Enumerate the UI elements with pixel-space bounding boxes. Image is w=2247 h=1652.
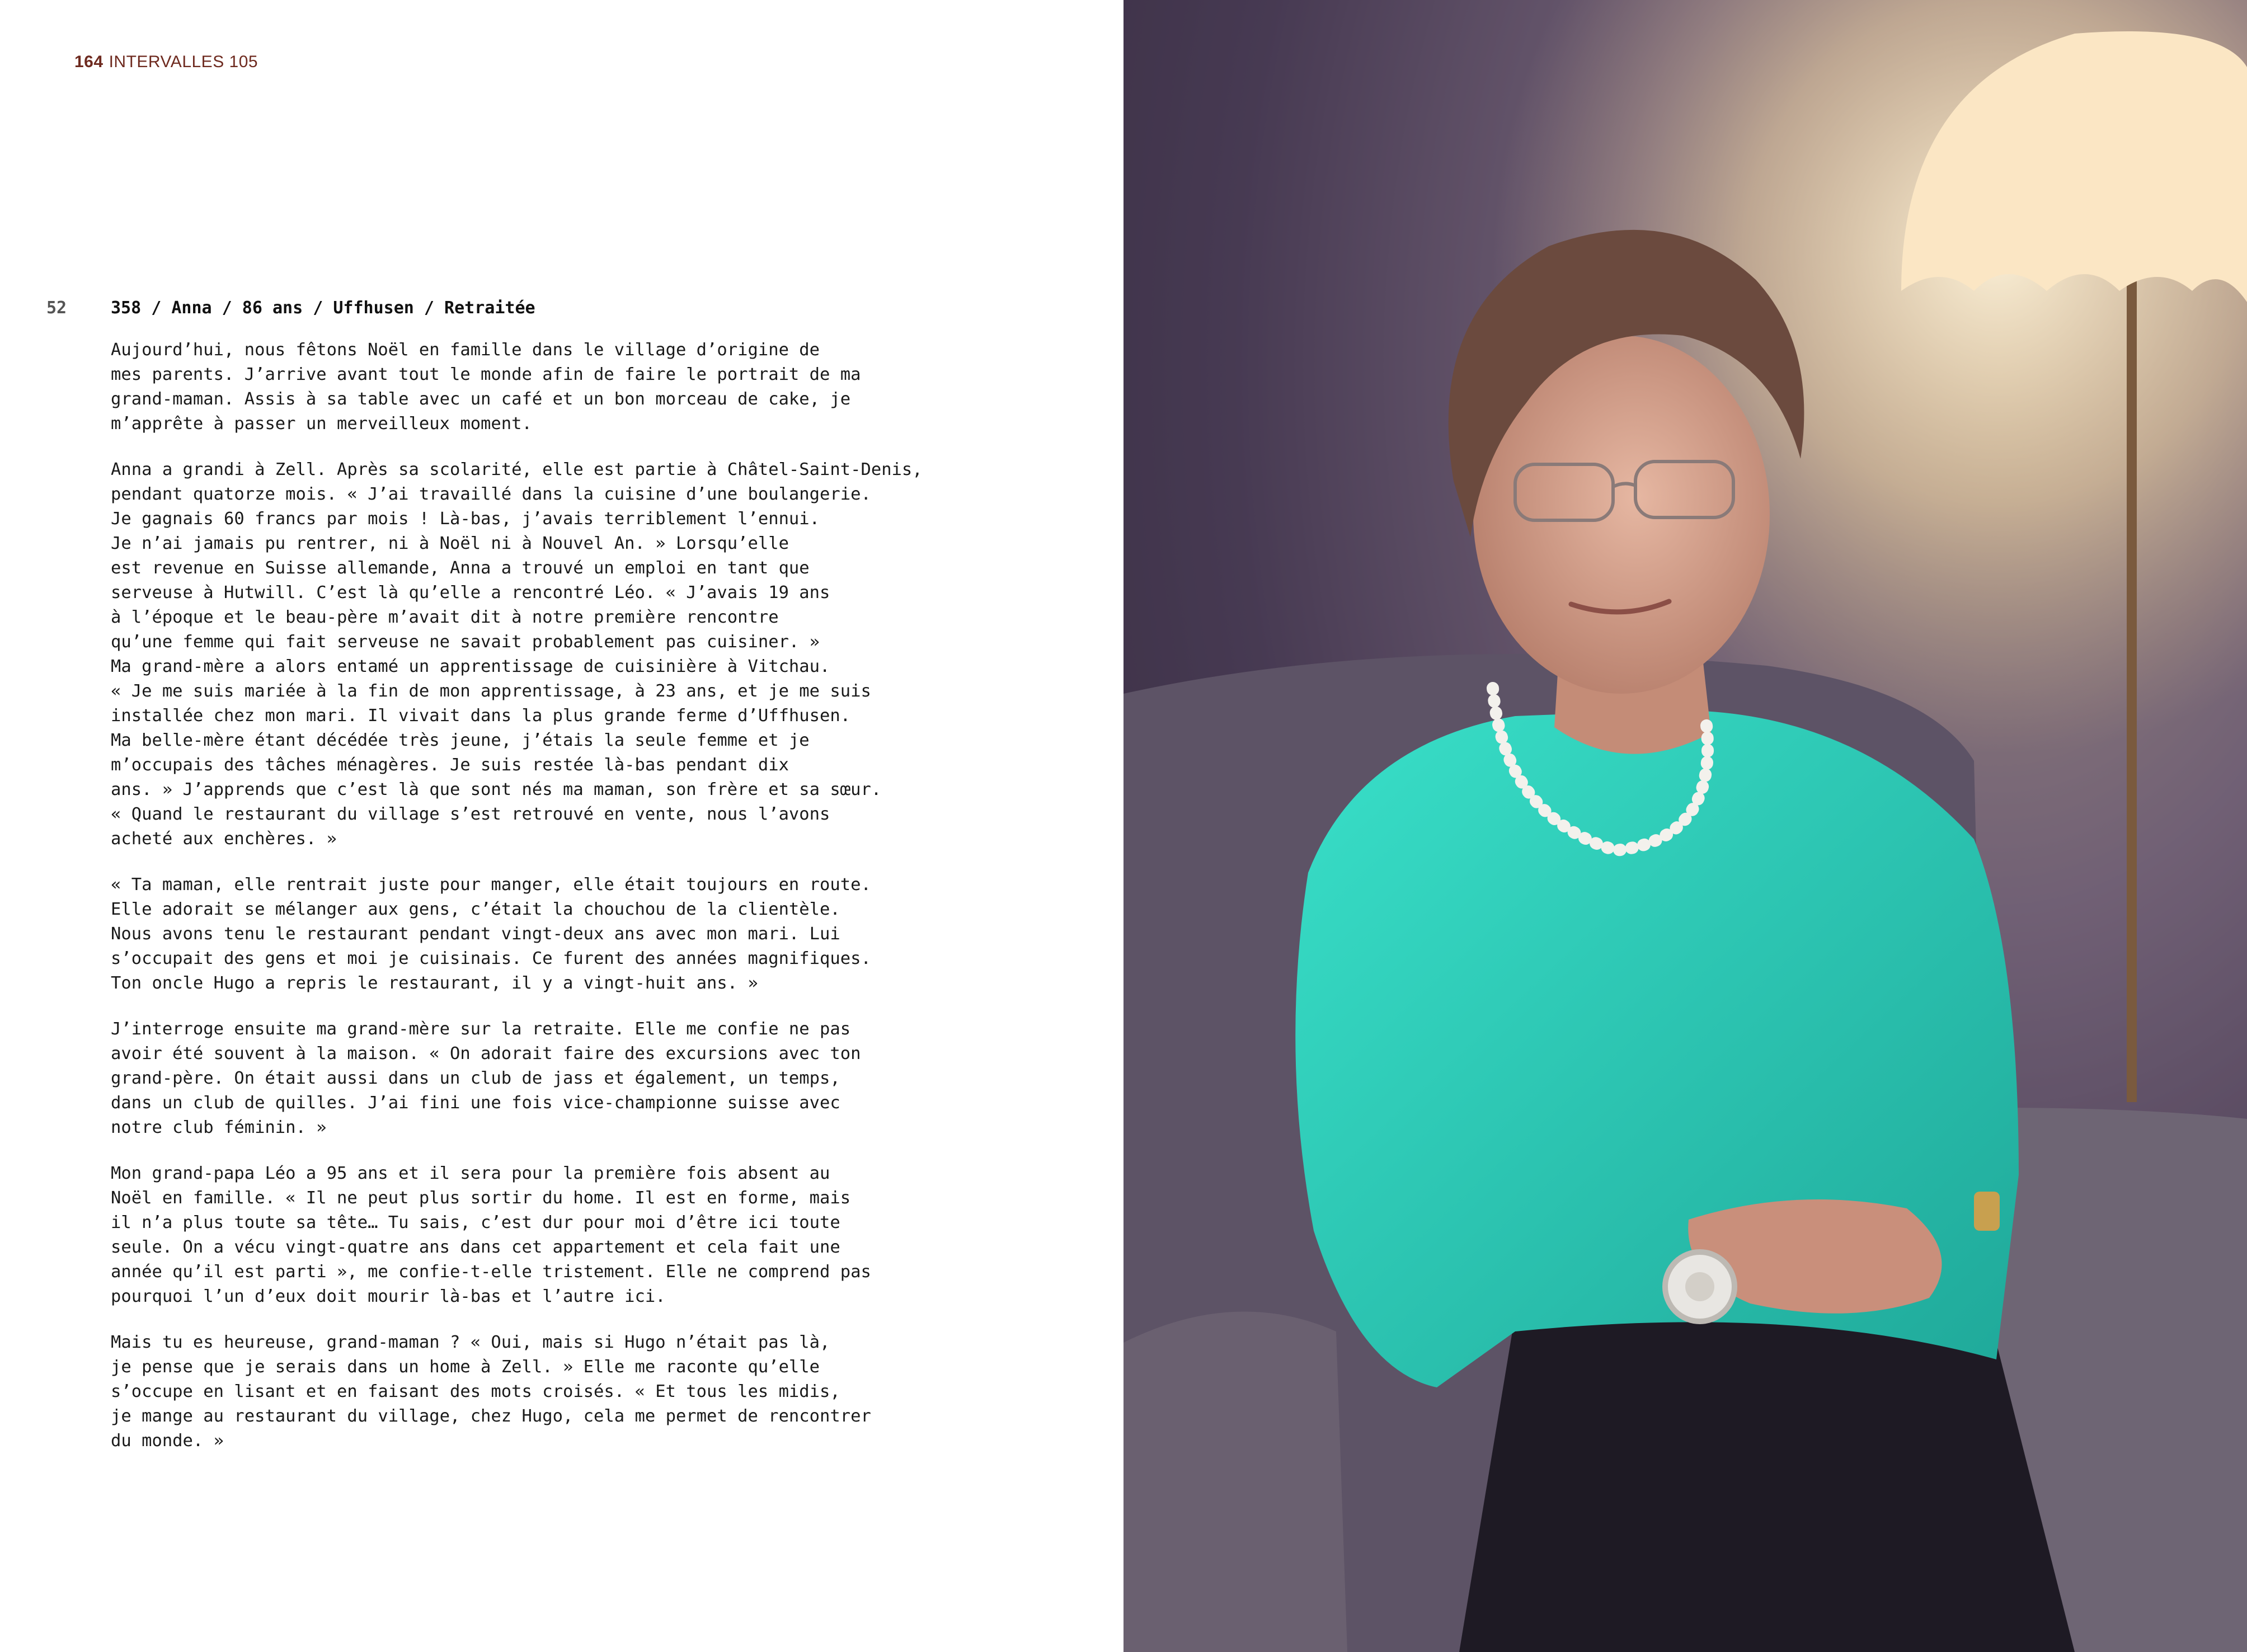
text-line: Je n’ai jamais pu rentrer, ni à Noël ni à Nouvel An. » Lorsqu’elle [111,534,789,553]
wristwatch [1974,1192,2000,1231]
text-line: Aujourd’hui, nous fêtons Noël en famille dans le village d’origine de [111,340,820,360]
text-line: Ma grand-mère a alors entamé un apprentissage de cuisinière à Vitchau. [111,657,830,676]
article-body [111,338,923,1475]
text-line: avoir été souvent à la maison. « On adorait faire des excursions avec ton [111,1044,861,1063]
text-line: seule. On a vécu vingt-quatre ans dans cet appartement et cela fait une [111,1237,840,1257]
trousers [1459,1305,2075,1652]
text-line: il n’a plus toute sa tête… Tu sais, c’est dur pour moi d’être ici toute [111,1213,840,1232]
text-line: je mange au restaurant du village, chez Hugo, cela me permet de rencontrer [111,1406,871,1426]
entry-number: 52 [46,298,67,318]
portrait-illustration [1124,0,2247,1652]
text-line: est revenue en Suisse allemande, Anna a trouvé un emploi en tant que [111,558,810,578]
text-line: acheté aux enchères. » [111,829,337,849]
text-line: s’occupe en lisant et en faisant des mots croisés. « Et tous les midis, [111,1382,840,1401]
text-line: « Je me suis mariée à la fin de mon apprentissage, à 23 ans, et je me suis [111,681,871,701]
text-line: je pense que je serais dans un home à Zell. » Elle me raconte qu’elle [111,1357,820,1377]
text-line: Nous avons tenu le restaurant pendant vingt-deux ans avec mon mari. Lui [111,924,840,944]
page-number: 164 [74,53,104,71]
text-line: pourquoi l’un d’eux doit mourir là-bas et l’autre ici. [111,1287,666,1306]
text-line: grand-maman. Assis à sa table avec un café et un bon morceau de cake, je [111,389,851,409]
paragraph [111,338,911,436]
running-head [74,53,258,72]
text-line: Elle adorait se mélanger aux gens, c’était la chouchou de la clientèle. [111,900,840,919]
text-line: s’occupait des gens et moi je cuisinais. Ce furent des années magnifiques. [111,949,871,968]
text-line: Mais tu es heureuse, grand-maman ? « Oui, mais si Hugo n’était pas là, [111,1333,830,1352]
text-line: m’apprête à passer un merveilleux moment. [111,414,532,434]
text-line: Je gagnais 60 francs par mois ! Là-bas, j’avais terriblement l’ennui. [111,509,820,529]
text-line: serveuse à Hutwill. C’est là qu’elle a rencontré Léo. « J’avais 19 ans [111,583,830,603]
text-line: mes parents. J’arrive avant tout le monde afin de faire le portrait de ma [111,365,861,384]
text-line: installée chez mon mari. Il vivait dans la plus grande ferme d’Uffhusen. [111,706,851,726]
text-line: année qu’il est parti », me confie-t-elle tristement. Elle ne comprend pas [111,1262,871,1282]
text-line: qu’une femme qui fait serveuse ne savait probablement pas cuisiner. » [111,632,820,652]
text-line: grand-père. On était aussi dans un club de jass et également, un temps, [111,1069,840,1088]
lamp-pole [2127,263,2137,1102]
text-line: à l’époque et le beau-père m’avait dit à notre première rencontre [111,608,779,627]
paragraph [111,1330,911,1453]
text-line: Ton oncle Hugo a repris le restaurant, il y a vingt-huit ans. » [111,973,758,993]
paragraph [111,458,923,851]
text-line: « Ta maman, elle rentrait juste pour manger, elle était toujours en route. [111,875,871,895]
text-line: dans un club de quilles. J’ai fini une fois vice-championne suisse avec [111,1093,840,1113]
text-line: ans. » J’apprends que c’est là que sont nés ma maman, son frère et sa sœur. [111,780,882,799]
text-line: Anna a grandi à Zell. Après sa scolarité, elle est partie à Châtel-Saint-Denis, [111,460,923,479]
text-line: Mon grand-papa Léo a 95 ans et il sera pour la première fois absent au [111,1164,830,1183]
alarm-pendant-button [1685,1272,1714,1301]
text-line: notre club féminin. » [111,1118,327,1137]
text-line: « Quand le restaurant du village s’est retrouvé en vente, nous l’avons [111,804,830,824]
sofa-left-arm [1124,1311,1347,1652]
portrait-photo [1124,0,2247,1652]
text-line: J’interroge ensuite ma grand-mère sur la retraite. Elle me confie ne pas [111,1019,851,1039]
text-line: Noël en famille. « Il ne peut plus sortir du home. Il est en forme, mais [111,1188,851,1208]
paragraph [111,873,911,996]
publication-title: INTERVALLES 105 [109,53,258,71]
text-line: m’occupais des tâches ménagères. Je suis restée là-bas pendant dix [111,755,789,775]
text-line: pendant quatorze mois. « J’ai travaillé dans la cuisine d’une boulangerie. [111,484,871,504]
entry-heading: 358 / Anna / 86 ans / Uffhusen / Retraitée [111,298,535,318]
paragraph [111,1017,911,1140]
paragraph [111,1161,911,1309]
text-line: du monde. » [111,1431,224,1451]
text-line: Ma belle-mère étant décédée très jeune, j’étais la seule femme et je [111,731,810,750]
